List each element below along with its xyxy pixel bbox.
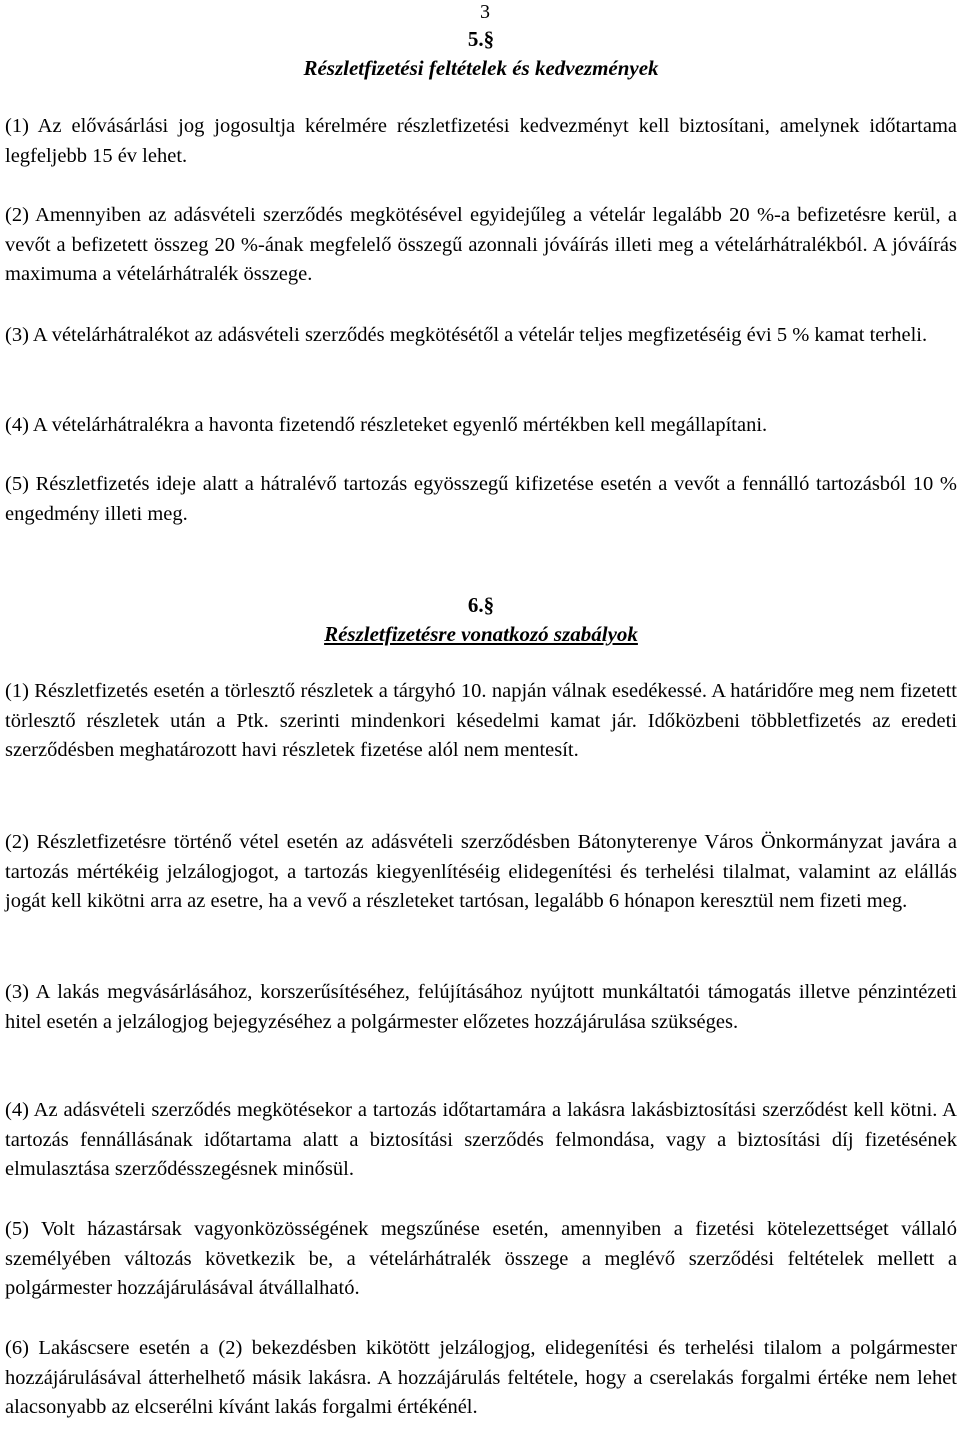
section-6-paragraph-4: (4) Az adásvételi szerződés megkötésekor a tartozás időtartamára a lakásra lakásbiztosítási szerződést kell kötni. A tartozás fennállásának időtartama alatt a biztosítási szerződés felmondása, vagy a biztosítási díj fizetésének elmulasztása szerződésszegésnek minősül. (5, 1099, 957, 1180)
section-5-paragraph-1: (1) Az elővásárlási jog jogosultja kérelmére részletfizetési kedvezményt kell biztosítani, amelynek időtartama legfeljebb 15 év lehet. (5, 115, 957, 167)
section-5-paragraph-5: (5) Részletfizetés ideje alatt a hátralévő tartozás egyösszegű kifizetése esetén a vevőt a fennálló tartozásból 10 % engedmény illeti meg. (5, 473, 957, 525)
section-5-number: 5.§ (467, 27, 495, 51)
section-5-paragraph-4: (4) A vételárhátralékra a havonta fizetendő részleteket egyenlő mértékben kell megállapítani. (5, 414, 768, 436)
section-6-paragraph-3: (3) A lakás megvásárlásához, korszerűsítéséhez, felújításához nyújtott munkáltatói támogatás illetve pénzintézeti hitel esetén a jelzálogjog bejegyzéséhez a polgármester előzetes hozzájárulása szükséges. (5, 981, 957, 1033)
section-5-paragraph-3: (3) A vételárhátralékot az adásvételi szerződés megkötésétől a vételár teljes megfizetéséig évi 5 % kamat terheli. (5, 324, 928, 346)
section-6-paragraph-6: (6) Lakáscsere esetén a (2) bekezdésben kikötött jelzálogjog, elidegenítési és terhelési tilalom a polgármester hozzájárulásával átterhelhető másik lakásra. A hozzájárulás feltétele, hogy a cserelakás forgalmi értéke nem lehet alacsonyabb az elcserélni kívánt lakás forgalmi értékénél. (5, 1337, 957, 1418)
section-6-paragraph-1: (1) Részletfizetés esetén a törlesztő részletek a tárgyhó 10. napján válnak esedékessé. A határidőre meg nem fizetett törlesztő részletek után a Ptk. szerinti mindenkori késedelmi kamat jár. Időközbeni többletfizetés az eredeti szerződésben meghatározott havi részletek fizetése alól nem mentesít. (5, 680, 957, 761)
section-6-paragraph-5: (5) Volt házastársak vagyonközösségének megszűnése esetén, amennyiben a fizetési kötelezettséget vállaló személyében változás következik be, a vételárhátralék összege a meglévő szerződési feltételek mellett a polgármester hozzájárulásával átvállalható. (5, 1218, 957, 1299)
section-6-number: 6.§ (467, 593, 495, 617)
page-number: 3 (480, 1, 490, 23)
section-6-title (5, 621, 957, 647)
section-5-title: Részletfizetési feltételek és kedvezmények (303, 56, 659, 80)
section-5-paragraph-2: (2) Amennyiben az adásvételi szerződés megkötésével egyidejűleg a vételár legalább 20 %-a befizetésre kerül, a vevőt a befizetett összeg 20 %-ának megfelelő összegű azonnali jóváírás illeti meg a vételárhátralékból. A jóváírás maximuma a vételárhátralék összege. (5, 204, 957, 285)
section-6-paragraph-2: (2) Részletfizetésre történő vétel esetén az adásvételi szerződésben Bátonyterenye Város Önkormányzat javára a tartozás mértékéig jelzálogjogot, a tartozás kiegyenlítéséig elidegenítési és terhelési tilalmat, valamint az elállás jogát kell kikötni arra az esetre, ha a vevő a részleteket tartósan, legalább 6 hónapon keresztül nem fizeti meg. (5, 831, 957, 912)
section-6-title-text: Részletfizetésre vonatkozó szabályok (324, 622, 638, 646)
